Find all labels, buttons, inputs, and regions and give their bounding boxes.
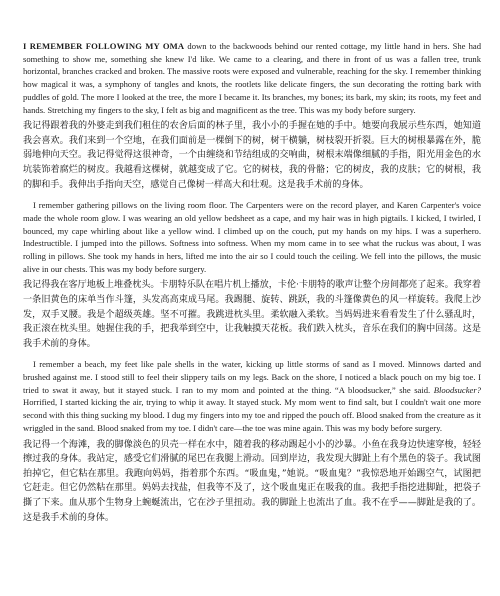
chinese-paragraph-3: 我记得一个海滩，我的脚像淡色的贝壳一样在水中，随着我的移动踢起小小的沙暴。小鱼在我身边快速穿梭，轻轻擦过我的身体。我站定，感受它们滑腻的尾巴在我腿上滑动。回到岸边，我发现大脚趾上有个黑色的袋子。我试图拍掉它，但它粘在那里。我跑向妈妈，指着那个东西。“吸血鬼，”她说。“吸血鬼？”我惊恐地开始踢空气，试图把它赶走。但它仍然粘在那里。妈妈去找盐，但我等不及了，这个吸血鬼正在吸我的血。我把手指挖进脚趾，把袋子撕了下来。血从那个生物身上蜿蜒流出，它在沙子里扭动。我的脚趾上也流出了血。我不在乎——脚趾是我的了。这是我手术前的身体。 (23, 439, 481, 523)
lead-in-caps: I REMEMBER FOLLOWING MY OMA (23, 41, 185, 51)
english-paragraph-3-part-1: I remember a beach, my feet like pale shells in the water, kicking up little storms of sand as I moved. Minnows darted and brushed against me. I stood still to feel their slippery tails on my legs. Back on the shore, I noticed a black pouch on my big toe. I tried to swat it away, but it stayed stuck. I ran to my mom and pointed at the thing. “A bloodsucker,” she said. (23, 359, 481, 395)
essay-page (23, 40, 481, 532)
english-paragraph-3-part-2: Horrified, I started kicking the air, trying to whip it away. It stayed stuck. My mom went to find salt, but I couldn't wait one more second with this thing sucking my blood. I dug my fingers into my toe and ripped the pouch off. Blood snaked from the creature as it wriggled in the sand. Blood snaked from my toe. I didn't care—the toe was mine again. This was my body before surgery. (23, 397, 481, 433)
english-paragraph-1 (23, 40, 481, 116)
english-paragraph-1-text: down to the backwoods behind our rented cottage, my little hand in hers. She had something to show me, something she knew I'd like. We came to a clearing, and there in front of us was a fallen tree, trunk horizontal, branches cracked and broken. The massive roots were exposed and vulnerable, reaching for the sky. I remember thinking how magical it was, a symphony of tangles and knots, the rootlets like delicate fingers, the sun decorating the rotting bark with puddles of gold. The more I looked at the tree, the more I became it. Its branches, my bones; its bark, my skin; its roots, my feet and hands. Stretching my fingers to the sky, I felt as big and magnificent as the tree. This was my body before surgery. (23, 41, 481, 115)
chinese-paragraph-2: 我记得我在客厅地板上堆叠枕头。卡朋特乐队在唱片机上播放，卡伦·卡朋特的歌声让整个房间都亮了起来。我穿着一条旧黄色的床单当作斗篷，头发高高束成马尾。我踢腿、旋转、跳跃，我的斗篷像黄色的风一样旋转。我爬上沙发，双手叉腰。我是个超级英雄。坚不可摧。我跳进枕头里。柔软融入柔软。当妈妈进来看看发生了什么骚乱时，我正滚在枕头里。她握住我的手，把我举到空中，让我触摸天花板。我们跌入枕头，音乐在我们的胸中回荡。这是我手术前的身体。 (23, 280, 481, 349)
english-paragraph-3-italic: Bloodsucker? (433, 384, 481, 395)
chinese-paragraph-1: 我记得跟着我的外婆走到我们租住的农舍后面的林子里，我小小的手握在她的手中。她要向我展示些东西，她知道我会喜欢。我们来到一个空地，在我们面前是一棵倒下的树，树干横躺，树枝裂开折裂。巨大的树根暴露在外，脆弱地伸向天空。我记得觉得这很神奇，一个由缠绕和节结组成的交响曲，树根末端像细腻的手指，阳光用金色的水坑装饰着腐烂的树皮。我越看这棵树，就越变成了它。它的树枝，我的骨骼；它的树皮，我的皮肤；它的树根，我的脚和手。我伸出手指向天空，感觉自己像树一样高大和壮观。这是我手术前的身体。 (23, 121, 481, 190)
english-paragraph-2: I remember gathering pillows on the living room floor. The Carpenters were on the record player, and Karen Carpenter's voice made the whole room glow. I was wearing an old yellow bedsheet as a cape, and my hair was in high pigtails. I kicked, I twirled, I bounced, my cape whirling about like a yellow wind. I climbed up on the couch, put my hands on my hips. I was a superhero. Indestructible. I jumped into the pillows. Softness into softness. When my mom came in to see what the ruckus was about, I was rolling in pillows. She took my hands in hers, lifted me into the air so I could touch the ceiling. We fell into the pillows, the music alive in our chests. This was my body before surgery. (23, 200, 481, 274)
english-paragraph-3 (23, 358, 481, 434)
